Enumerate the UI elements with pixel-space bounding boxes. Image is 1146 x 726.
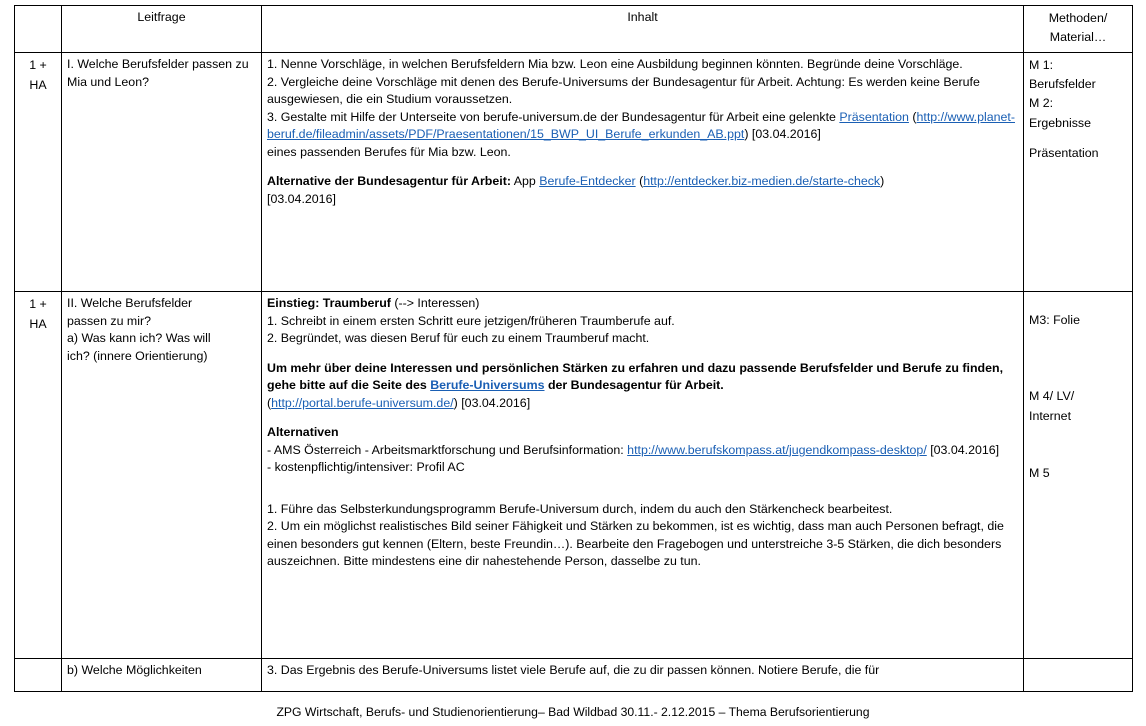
row1-task3-text: 3. Gestalte mit Hilfe der Unterseite von berufe-universum.de der Bundesagentur für Arbeit eine gelenkte (267, 109, 840, 124)
header-cell-time (15, 6, 62, 53)
row3-time-cell (15, 659, 62, 692)
row1-content-cell (262, 53, 1024, 292)
row2-kostenpflichtig-line: - kostenpflichtig/intensiver: Profil AC (267, 460, 465, 475)
row1-alternative-label: Alternative der Bundesagentur für Arbeit: (267, 174, 511, 189)
row3-content-cell: 3. Das Ergebnis des Berufe-Universums listet viele Berufe auf, die zu dir passen können. Notiere Berufe, die für (262, 659, 1024, 692)
row1-methods-cell (1024, 53, 1133, 292)
row2-spacer-1 (267, 348, 1018, 360)
row2-methods-spacer-a (1029, 330, 1127, 387)
row1-alt-paren-open: ( (635, 174, 644, 189)
entdecker-url-link[interactable]: http://entdecker.biz-medien.de/starte-check (643, 174, 881, 189)
row3-leitfrage-cell: b) Welche Möglichkeiten (62, 659, 262, 692)
berufskompass-link[interactable]: http://www.berufskompass.at/jugendkompass-desktop/ (627, 442, 927, 457)
row2-task-1: 1. Führe das Selbsterkundungsprogramm Berufe-Universum durch, indem du auch den Stärkencheck bearbeitest. (267, 501, 893, 516)
berufe-entdecker-link[interactable]: Berufe-Entdecker (539, 174, 636, 189)
row2-highlight-pre: Um mehr über deine Interessen und persönlichen Stärken zu erfahren und dazu passende Berufsfelder und Berufe zu finden, gehe bitte auf die Seite des (267, 360, 1004, 393)
row1-alt-paren-close: ) (880, 174, 885, 189)
row1-task-1: 1. Nenne Vorschläge, in welchen Berufsfeldern Mia bzw. Leon eine Ausbildung beginnen könnten. Begründe deine Vorschläge. (267, 57, 963, 71)
row1-time-cell (15, 53, 62, 292)
row2-einstieg-task-1: 1. Schreibt in einem ersten Schritt eure jetzigen/früheren Traumberufe auf. (267, 313, 675, 328)
table-body (15, 53, 1133, 692)
row2-ams-line (267, 442, 1018, 460)
row2-highlight-paragraph (267, 360, 1018, 395)
header-cell-inhalt: Inhalt (262, 6, 1024, 53)
header-methoden-line1: Methoden/ (1048, 11, 1108, 25)
row1-m3-value: Präsentation (1029, 146, 1099, 161)
row3-methods-cell (1024, 659, 1133, 692)
row2-ams-date: [03.04.2016] (926, 442, 1000, 457)
row1-task-2: 2. Vergleiche deine Vorschläge mit denen des Berufe-Universums der Bundesagentur für Arbeit. Achtung: Es werden keine Berufe ausgewiesen, die ein Studium voraussetzen. (267, 74, 980, 107)
row2-ams-pre: - AMS Österreich - Arbeitsmarktforschung und Berufsinformation: (267, 442, 628, 457)
page-footer: ZPG Wirtschaft, Berufs- und Studienorientierung– Bad Wildbad 30.11.- 2.12.2015 – Thema Berufsorientierung (276, 705, 870, 720)
table-row (15, 659, 1133, 692)
header-methoden-line2: Material… (1049, 30, 1107, 45)
row2-einstieg-label: Einstieg: Traumberuf (267, 296, 391, 310)
row1-alternative-line (267, 173, 1018, 191)
row2-spacer-4 (267, 489, 1018, 501)
row1-m2-label: M 2: (1029, 96, 1054, 111)
row1-m1-label: M 1: (1029, 58, 1054, 72)
row1-paren-open: ( (908, 109, 917, 124)
row2-highlight-post: der Bundesagentur für Arbeit. (544, 378, 724, 393)
row2-portal-line (267, 395, 1018, 413)
row2-einstieg-line (267, 295, 1018, 313)
row2-einstieg-task-2: 2. Begründet, was diesen Beruf für euch zu einem Traumberuf macht. (267, 331, 650, 346)
planet-beruf-ppt-link[interactable]: http://www.planet-beruf.de/fileadmin/assets/PDF/Praesentationen/15_BWP_UI_Berufe_erkunden_AB.ppt (267, 109, 1015, 142)
praesentation-link[interactable]: Präsentation (839, 109, 909, 124)
row2-leitfrage-line4: ich? (innere Orientierung) (67, 348, 208, 363)
row2-portal-date: [03.04.2016] (457, 395, 531, 410)
row1-m2-value: Ergebnisse (1029, 115, 1091, 130)
row2-portal-paren-open: ( (267, 395, 272, 410)
row2-time-line2: HA (29, 316, 47, 331)
lesson-plan-table (14, 5, 1133, 692)
header-cell-leitfrage: Leitfrage (62, 6, 262, 53)
row2-methods-cell (1024, 292, 1133, 659)
row1-leitfrage-cell: I. Welche Berufsfelder passen zu Mia und Leon? (62, 53, 262, 292)
row2-leitfrage-cell (62, 292, 262, 659)
row1-time-line2: HA (29, 77, 47, 92)
row2-m3-value: M3: Folie (1029, 313, 1080, 328)
row1-access-date: [03.04.2016] (748, 127, 821, 142)
row2-leitfrage-line3: a) Was kann ich? Was will (67, 331, 211, 346)
row2-content-cell (262, 292, 1024, 659)
table-row (15, 53, 1133, 292)
row1-paren-close: ) (744, 127, 749, 142)
row2-einstieg-rest: (--> Interessen) (390, 296, 480, 310)
row1-spacer (267, 162, 1018, 174)
row1-task3-tail: eines passenden Berufes für Mia bzw. Leon. (267, 145, 511, 160)
row2-m4-line2: Internet (1029, 408, 1072, 423)
berufe-universums-link[interactable]: Berufe-Universums (430, 378, 545, 393)
portal-berufe-universum-link[interactable]: http://portal.berufe-universum.de/ (271, 395, 454, 410)
row1-alt-access-date: [03.04.2016] (267, 192, 336, 207)
row2-portal-paren-close: ) (453, 395, 458, 410)
row1-task-3 (267, 109, 1018, 144)
header-cell-methoden (1024, 6, 1133, 53)
table-header (15, 6, 1133, 53)
row1-alternative-mid: App (510, 174, 540, 189)
table-row (15, 292, 1133, 659)
row2-alternativen-heading: Alternativen (267, 425, 339, 440)
row2-leitfrage-line2: passen zu mir? (67, 313, 152, 328)
row2-leitfrage-line1: II. Welche Berufsfelder (67, 296, 193, 310)
row2-task-2: 2. Um ein möglichst realistisches Bild seiner Fähigkeit und Stärken zu bekommen, ist es wichtig, dass man auch Personen befragt, die einen besonders gut kennen (Eltern, beste Freundin…). Bearbeite den Fragebogen und unterstreiche 3-5 Stärken, die dich besonders auszeichnen. Bitte mindestens eine dir nahestehende Person, dasselbe zu tun. (267, 519, 1004, 569)
row2-time-cell (15, 292, 62, 659)
row2-time-line1: 1 + (29, 297, 47, 311)
table-header-row (15, 6, 1133, 53)
row1-methods-spacer (1029, 133, 1127, 144)
row2-methods-top-spacer (1029, 295, 1127, 311)
row1-m1-value: Berufsfelder (1029, 77, 1096, 92)
row2-m4-line1: M 4/ LV/ (1029, 389, 1075, 404)
row1-time-line1: 1 + (29, 58, 47, 72)
row2-m5-value: M 5 (1029, 466, 1050, 481)
row2-spacer-3 (267, 477, 1018, 489)
row2-methods-spacer-b (1029, 426, 1127, 464)
row2-spacer-2 (267, 412, 1018, 424)
